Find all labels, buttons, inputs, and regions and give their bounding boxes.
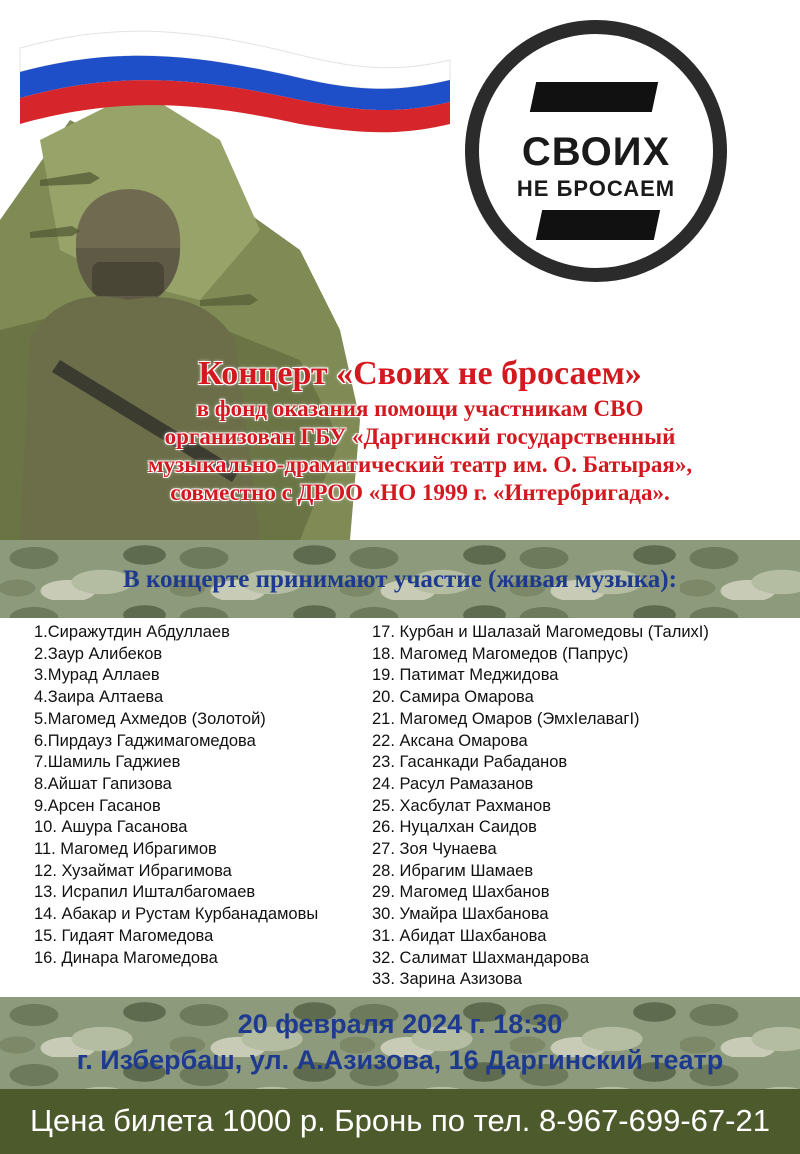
participant-item: 20. Самира Омарова xyxy=(372,688,534,707)
participant-item: 4.Заира Алтаева xyxy=(34,688,164,707)
participant-item: 9.Арсен Гасанов xyxy=(34,796,161,815)
participants-heading: В концерте принимают участие (живая музыка): xyxy=(123,566,677,593)
badge-line-1: СВОИХ xyxy=(521,130,671,174)
participant-item: 6.Пирдауз Гаджимагомедова xyxy=(34,731,256,750)
title-line-2: в фонд оказания помощи участникам СВО xyxy=(196,396,644,421)
participant-item: 32. Салимат Шахмандарова xyxy=(372,948,590,967)
z-letter-bottom-icon xyxy=(536,210,660,240)
participant-item: 1.Сиражутдин Абдуллаев xyxy=(34,623,230,641)
participant-item: 16. Динара Магомедова xyxy=(34,948,218,967)
participant-item: 25. Хасбулат Рахманов xyxy=(372,796,551,815)
participant-item: 24. Расул Рамазанов xyxy=(372,774,534,793)
participant-item: 10. Ашура Гасанова xyxy=(34,818,188,837)
z-letter-top-icon xyxy=(530,82,658,112)
participant-item: 8.Айшат Гапизова xyxy=(34,774,172,793)
participant-item: 15. Гидаят Магомедова xyxy=(34,926,214,945)
ticket-price-phone: Цена билета 1000 р. Бронь по тел. 8-967-699-67-21 xyxy=(30,1103,770,1138)
participant-item: 19. Патимат Меджидова xyxy=(372,666,559,685)
participant-item: 18. Магомед Магомедов (Папрус) xyxy=(372,644,629,663)
participant-item: 11. Магомед Ибрагимов xyxy=(34,840,217,859)
participant-item: 3.Мурад Аллаев xyxy=(34,666,160,685)
participant-item: 30. Умайра Шахбанова xyxy=(372,905,549,924)
participant-item: 29. Магомед Шахбанов xyxy=(372,883,550,902)
badge-line-2: НЕ БРОСАЕМ xyxy=(516,176,676,201)
title-line-4: музыкально-драматический театр им. О. Батырая», xyxy=(147,452,693,477)
title-line-3: организован ГБУ «Даргинский государственный xyxy=(164,424,676,449)
participant-item: 31. Абидат Шахбанова xyxy=(372,926,547,945)
ticket-banner xyxy=(0,1089,800,1154)
participants-banner xyxy=(0,540,800,618)
event-info-banner xyxy=(0,997,800,1089)
z-badge xyxy=(465,20,727,282)
participant-item: 13. Исрапил Ишталбагомаев xyxy=(34,883,256,902)
participant-item: 14. Абакар и Рустам Курбанадамовы xyxy=(34,905,319,924)
participant-item: 26. Нуцалхан Саидов xyxy=(372,818,537,837)
participants-list-left xyxy=(34,622,318,969)
participant-item: 5.Магомед Ахмедов (Золотой) xyxy=(34,709,266,728)
participant-item: 12. Хузаймат Ибрагимова xyxy=(34,861,232,880)
participant-item: 21. Магомед Омаров (ЭмхIелавагI) xyxy=(372,709,640,728)
participant-item: 28. Ибрагим Шамаев xyxy=(372,861,534,880)
hero-banner xyxy=(0,0,800,540)
participant-item: 27. Зоя Чунаева xyxy=(372,840,497,859)
participant-item: 7.Шамиль Гаджиев xyxy=(34,753,181,772)
participant-item: 17. Курбан и Шалазай Магомедовы (ТалихI) xyxy=(372,623,709,641)
concert-title-block xyxy=(60,353,780,507)
event-datetime: 20 февраля 2024 г. 18:30 xyxy=(237,1009,563,1039)
concert-title: Концерт «Своих не бросаем» xyxy=(198,355,642,392)
participant-item: 23. Гасанкади Рабаданов xyxy=(372,753,568,772)
event-address: г. Избербаш, ул. А.Азизова, 16 Даргинский театр xyxy=(76,1045,724,1075)
title-line-5: совместно с ДРОО «НО 1999 г. «Интербригада». xyxy=(170,480,670,505)
participant-item: 33. Зарина Азизова xyxy=(372,970,523,989)
participant-item: 2.Заур Алибеков xyxy=(34,644,163,663)
participants-list-right xyxy=(372,622,709,991)
participant-item: 22. Аксана Омарова xyxy=(372,731,528,750)
